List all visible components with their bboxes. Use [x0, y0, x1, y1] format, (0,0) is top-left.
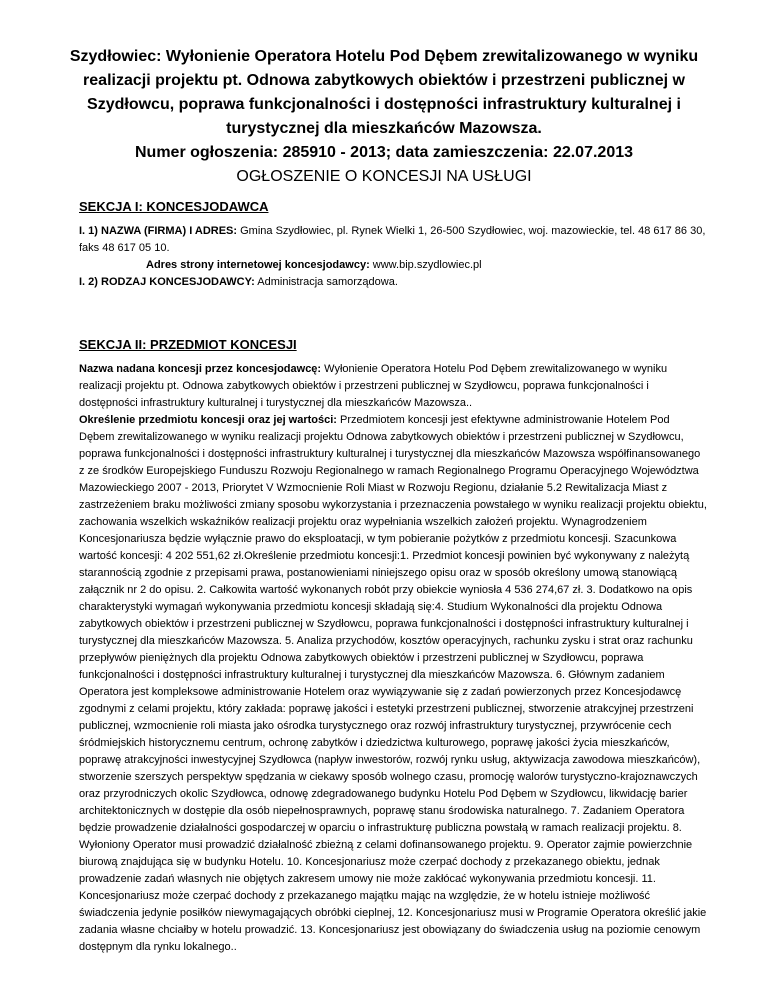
- field-label: I. 1) NAZWA (FIRMA) I ADRES:: [79, 225, 238, 237]
- section-concession-grantor: [79, 198, 707, 291]
- grantor-type: [79, 274, 707, 291]
- section-heading: SEKCJA II: PRZEDMIOT KONCESJI: [79, 337, 297, 352]
- field-label: I. 2) RODZAJ KONCESJODAWCY:: [79, 276, 255, 288]
- field-value: Gmina Szydłowiec, pl. Rynek Wielki 1, 26-500 Szydłowiec, woj. mazowieckie, tel. 48 617 86 30, faks 48 617 05 10.: [79, 225, 706, 254]
- field-value: Wyłonienie Operatora Hotelu Pod Dębem zrewitalizowanego w wyniku realizacji projektu pt. Odnowa zabytkowych obiektów i przestrzeni publicznej w Szydłowcu, poprawa funkcjonalności i dostępności infrastruktury kulturalnej i turystycznej dla mieszkańców Mazowsza..: [79, 363, 668, 409]
- grantor-website: [79, 257, 707, 274]
- field-label: Nazwa nadana koncesji przez koncesjodawcę:: [79, 363, 322, 375]
- field-label: Adres strony internetowej koncesjodawcy:: [146, 259, 370, 271]
- grantor-name-address: [79, 223, 707, 257]
- announcement-number: Numer ogłoszenia: 285910 - 2013; data zamieszczenia: 22.07.2013: [134, 144, 634, 161]
- section-heading: SEKCJA I: KONCESJODAWCA: [79, 199, 269, 214]
- field-value: Przedmiotem koncesji jest efektywne administrowanie Hotelem Pod Dębem zrewitalizowanego w wyniku realizacji projektu Odnowa zabytkowych obiektów i przestrzeni publicznej w Szydłowcu, poprawa funkcjonalności i dostępności infrastruktury kulturalnej i turystycznej dla mieszkańców Mazowsza współfinansowanego z ze środków Europejskiego Funduszu Rozwoju Regionalnego w ramach Regionalnego Programu Operacyjnego Województwa Mazowieckiego 2007 - 2013, Priorytet V Wzmocnienie Roli Miast w Rozwoju Regionu, działanie 5.2 Rewitalizacja Miast z zastrzeżeniem braku możliwości zmiany sposobu wykorzystania i przeznaczenia powstałego w wyniku realizacji projektu obiektu, zachowania wszelkich wskaźników realizacji projektu oraz wypełniania wszelkich założeń projektu. Wynagrodzeniem Koncesjonariusza będzie wyłącznie prawo do eksploatacji, w tym pobieranie pożytków z przedmiotu koncesji. Szacunkowa wartość koncesji: 4 202 551,62 zł.Określenie przedmiotu koncesji:1. Przedmiot koncesji powinien być wykonywany z należytą starannością zgodnie z przepisami prawa, postanowieniami niniejszego opisu oraz w sposób określony umową stanowiącą załącznik nr 2 do opisu. 2. Całkowita wartość wykonanych robót przy obiekcie wyniosła 4 536 274,67 zł. 3. Dodatkowo na opis charakterystyki wymagań wykonywania przedmiotu koncesji składają się:4. Studium Wykonalności dla projektu Odnowa zabytkowych obiektów i przestrzeni publicznej w Szydłowcu, poprawa funkcjonalności i dostępności infrastruktury kulturalnej i turystycznej dla mieszkańców Mazowsza. 5. Analiza przychodów, kosztów operacyjnych, rachunku zysku i strat oraz rachunku przepływów pieniężnych dla projektu Odnowa zabytkowych obiektów i przestrzeni publicznej w Szydłowcu, poprawa funkcjonalności i dostępności infrastruktury kulturalnej i turystycznej dla mieszkańców Mazowsza. 6. Głównym zadaniem Operatora jest kompleksowe administrowanie Hotelem oraz wywiązywanie się z zadań powierzonych przez Koncesjodawcę zgodnymi z celami projektu, który zakłada: poprawę jakości i estetyki przestrzeni publicznej, stworzenie atrakcyjnej przestrzeni publicznej, wzmocnienie roli miasta jako ośrodka turystycznego oraz rozwój infrastruktury turystycznej, przywrócenie cech śródmiejskich historycznemu centrum, ochronę zabytków i dziedzictwa kulturowego, poprawę jakości życia mieszkańców, poprawę atrakcyjności inwestycyjnej Szydłowca (napływ inwestorów, rozwój rynku usług, aktywizacja zawodowa mieszkańców), stworzenie szerszych perspektyw spędzania w ciekawy sposób wolnego czasu, promocję walorów turystyczno-krajoznawczych oraz przyrodniczych okolic Szydłowca, odnowę zdegradowanego budynku Hotelu Pod Dębem w Szydłowcu, likwidację barier architektonicznych w dostępie dla osób niepełnosprawnych, poprawę stanu środowiska naturalnego. 7. Zadaniem Operatora będzie prowadzenie działalności gospodarczej w oparciu o infrastrukturę publiczna powstałą w ramach realizacji projektu. 8. Wyłoniony Operator musi prowadzić działalność zbieżną z celami dofinansowanego projektu. 9. Operator zajmie powierzchnie biurową znajdująca się w budynku Hotelu. 10. Koncesjonariusz może czerpać dochody z przekazanego obiektu, jednak prowadzenie zadań własnych nie objętych zakresem umowy nie może zakłócać wykonywania przedmiotu koncesji. 11. Koncesjonariusz może czerpać dochody z przekazanego majątku mając na względzie, że w hotelu istnieje możliwość świadczenia jedynie posiłków niewymagających obróbki cieplnej, 12. Koncesjonariusz musi w Programie Operatora określić jakie zadania własne chciałby w hotelu prowadzić. 13. Koncesjonariusz jest obowiązany do świadczenia usług na poziomie cenowym dostępnym dla rynku lokalnego..: [79, 414, 707, 953]
- website-link[interactable]: www.bip.szydlowiec.pl: [372, 259, 482, 271]
- concession-name: [79, 361, 707, 412]
- document-title: Szydłowiec: Wyłonienie Operatora Hotelu Pod Dębem zrewitalizowanego w wyniku realizacji projektu pt. Odnowa zabytkowych obiektów i przestrzeni publicznej w Szydłowcu, poprawa funkcjonalności i dostępności infrastruktury kulturalnej i turystycznej dla mieszkańców Mazowsza.: [69, 48, 699, 137]
- section-concession-subject: [79, 336, 707, 956]
- document-header: [40, 45, 728, 189]
- concession-subject-value: [79, 412, 707, 956]
- field-value: Administracja samorządowa.: [257, 276, 398, 288]
- field-label: Określenie przedmiotu koncesji oraz jej wartości:: [79, 414, 337, 426]
- document-type: OGŁOSZENIE O KONCESJI NA USŁUGI: [236, 168, 532, 185]
